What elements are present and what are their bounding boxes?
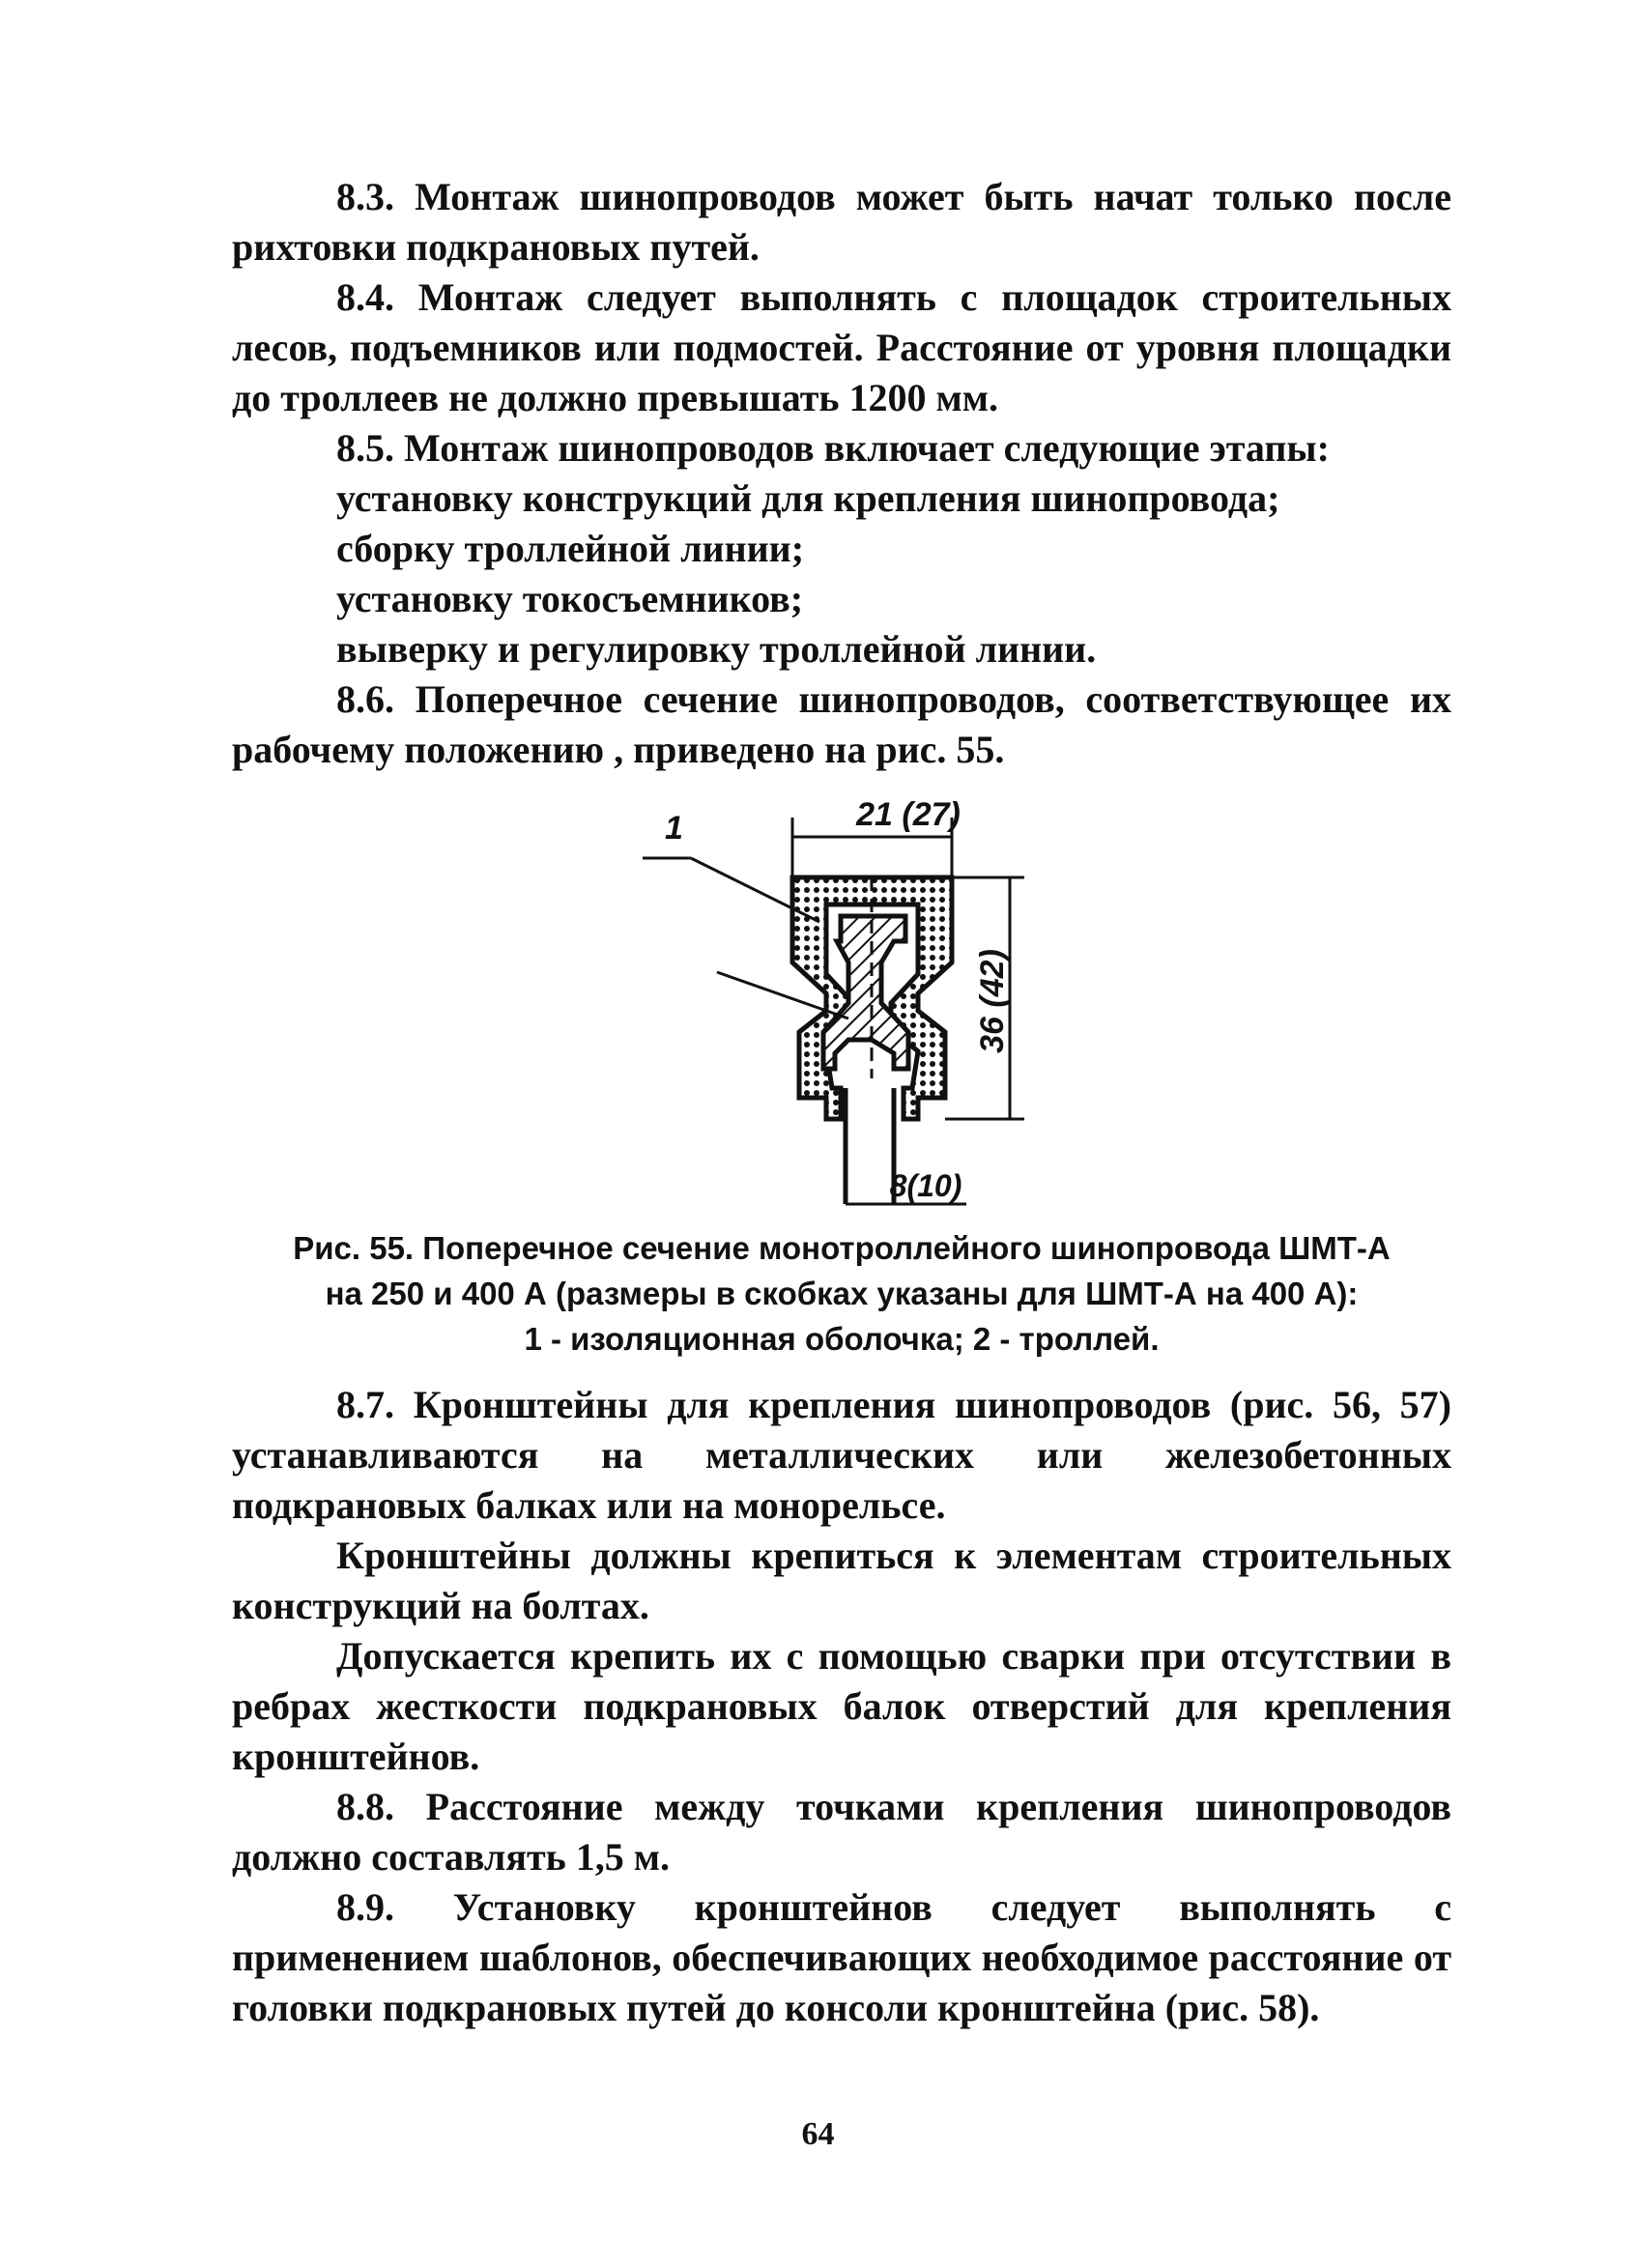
figure-caption	[232, 1225, 1451, 1362]
text-section-bottom	[232, 1380, 1451, 2033]
caption-line: 1 - изоляционная оболочка; 2 - троллей.	[524, 1321, 1160, 1357]
paragraph-8-7-b: Кронштейны должны крепиться к элементам строительных конструкций на болтах.	[232, 1534, 1451, 1627]
dimension-height-label: 36 (42)	[974, 949, 1011, 1053]
page-number: 64	[801, 2116, 835, 2152]
stem	[846, 1088, 894, 1204]
caption-line: на 250 и 400 А (размеры в скобках указаны для ШМТ-А на 400 А):	[325, 1276, 1359, 1311]
caption-line: Рис. 55. Поперечное сечение монотроллейного шинопровода ШМТ-А	[293, 1230, 1391, 1266]
paragraph-8-7-c: Допускается крепить их с помощью сварки при отсутствии в ребрах жесткости подкрановых балок отверстий для крепления кронштейнов.	[232, 1634, 1451, 1778]
paragraph-8-8: 8.8. Расстояние между точками крепления шинопроводов должно составлять 1,5 м.	[232, 1785, 1451, 1879]
paragraph-8-6: 8.6. Поперечное сечение шинопроводов, соответствующее их рабочему положению , приведено на рис. 55.	[232, 677, 1451, 771]
list-item: сборку троллейной линии;	[336, 527, 805, 570]
dimension-bottom-label: 8(10)	[889, 1168, 962, 1203]
paragraph-8-9: 8.9. Установку кронштейнов следует выполнять с применением шаблонов, обеспечивающих необходимое расстояние от головки подкрановых путей до консоли кронштейна (рис. 58).	[232, 1885, 1451, 2029]
paragraph-8-7: 8.7. Кронштейны для крепления шинопроводов (рис. 56, 57) устанавливаются на металлических или железобетонных подкрановых балках или на монорельсе.	[232, 1383, 1451, 1527]
cross-section-figure	[618, 779, 1034, 1210]
text-section-top	[232, 172, 1451, 775]
dimension-width-label: 21 (27)	[856, 796, 961, 833]
paragraph-8-5: 8.5. Монтаж шинопроводов включает следующие этапы:	[336, 426, 1330, 470]
list-item: установку токосъемников;	[336, 577, 804, 620]
list-item: установку конструкций для крепления шинопровода;	[336, 476, 1280, 520]
callout-label-1: 1	[665, 810, 683, 847]
paragraph-8-4: 8.4. Монтаж следует выполнять с площадок строительных лесов, подъемников или подмостей. Расстояние от уровня площадки до троллеев не должно превышать 1200 мм.	[232, 275, 1451, 419]
paragraph-8-3: 8.3. Монтаж шинопроводов может быть начат только после рихтовки подкрановых путей.	[232, 175, 1451, 269]
list-item: выверку и регулировку троллейной линии.	[336, 627, 1097, 671]
